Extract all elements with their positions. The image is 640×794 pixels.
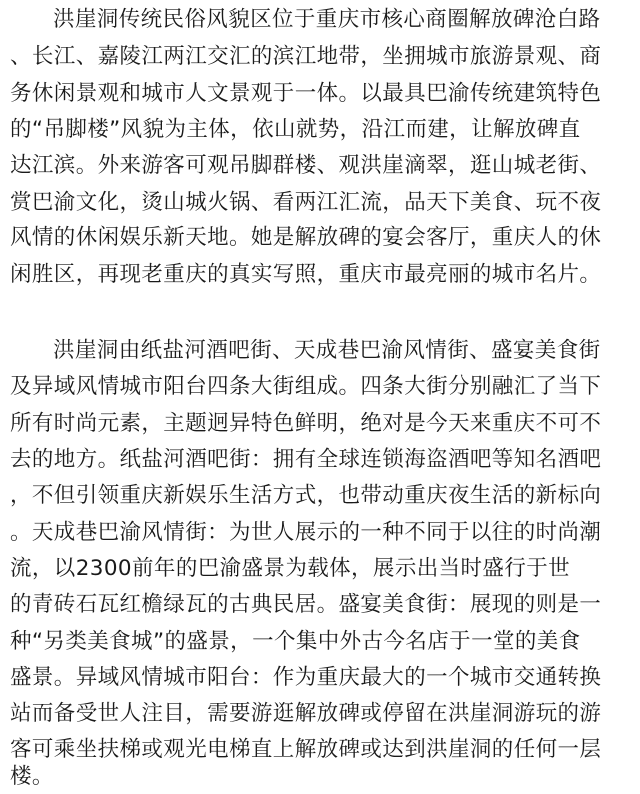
text-line: 楼。	[10, 764, 54, 789]
text-line: 去的地方。纸盐河酒吧街：拥有全球连锁海盗酒吧等知名酒吧	[10, 447, 602, 472]
text-line: 闲胜区，再现老重庆的真实写照，重庆市最亮丽的城市名片。	[10, 262, 602, 287]
text-line: 站而备受世人注目，需要游逛解放碑或停留在洪崖洞游玩的游	[10, 701, 602, 726]
text-line: 的青砖石瓦红檐绿瓦的古典民居。盛宴美食街：展现的则是一	[10, 592, 602, 617]
text-line: 及异域风情城市阳台四条大街组成。四条大街分别融汇了当下	[10, 374, 602, 399]
text-line: 洪崖洞由纸盐河酒吧街、天成巷巴渝风情街、盛宴美食街	[53, 338, 601, 363]
text-line: 达江滨。外来游客可观吊脚群楼、观洪崖滴翠，逛山城老街、	[10, 153, 602, 178]
text-line: 的“吊脚楼”风貌为主体，依山就势，沿江而建，让解放碑直	[10, 117, 581, 142]
text-line: ，不但引领重庆新娱乐生活方式，也带动重庆夜生活的新标向	[10, 483, 602, 508]
text-line: 流，以2300前年的巴渝盛景为载体，展示出当时盛行于世	[10, 556, 571, 581]
text-line: 、长江、嘉陵江两江交汇的滨江地带，坐拥城市旅游景观、商	[10, 44, 602, 69]
text-line: 风情的休闲娱乐新天地。她是解放碑的宴会客厅，重庆人的休	[10, 225, 602, 250]
text-line: 所有时尚元素，主题迥异特色鲜明，绝对是今天来重庆不可不	[10, 411, 602, 436]
text-line: 赏巴渝文化，烫山城火锅、看两江汇流，品天下美食、玩不夜	[10, 190, 602, 215]
text-line: 盛景。异域风情城市阳台：作为重庆最大的一个城市交通转换	[10, 665, 602, 690]
text-line: 客可乘坐扶梯或观光电梯直上解放碑或达到洪崖洞的任何一层	[10, 737, 602, 762]
text-line: 洪崖洞传统民俗风貌区位于重庆市核心商圈解放碑沧白路	[53, 7, 601, 32]
text-line: 种“另类美食城”的盛景，一个集中外古今名店于一堂的美食	[10, 629, 581, 654]
text-line: 务休闲景观和城市人文景观于一体。以最具巴渝传统建筑特色	[10, 81, 602, 106]
text-line: 。天成巷巴渝风情街：为世人展示的一种不同于以往的时尚潮	[10, 520, 602, 545]
